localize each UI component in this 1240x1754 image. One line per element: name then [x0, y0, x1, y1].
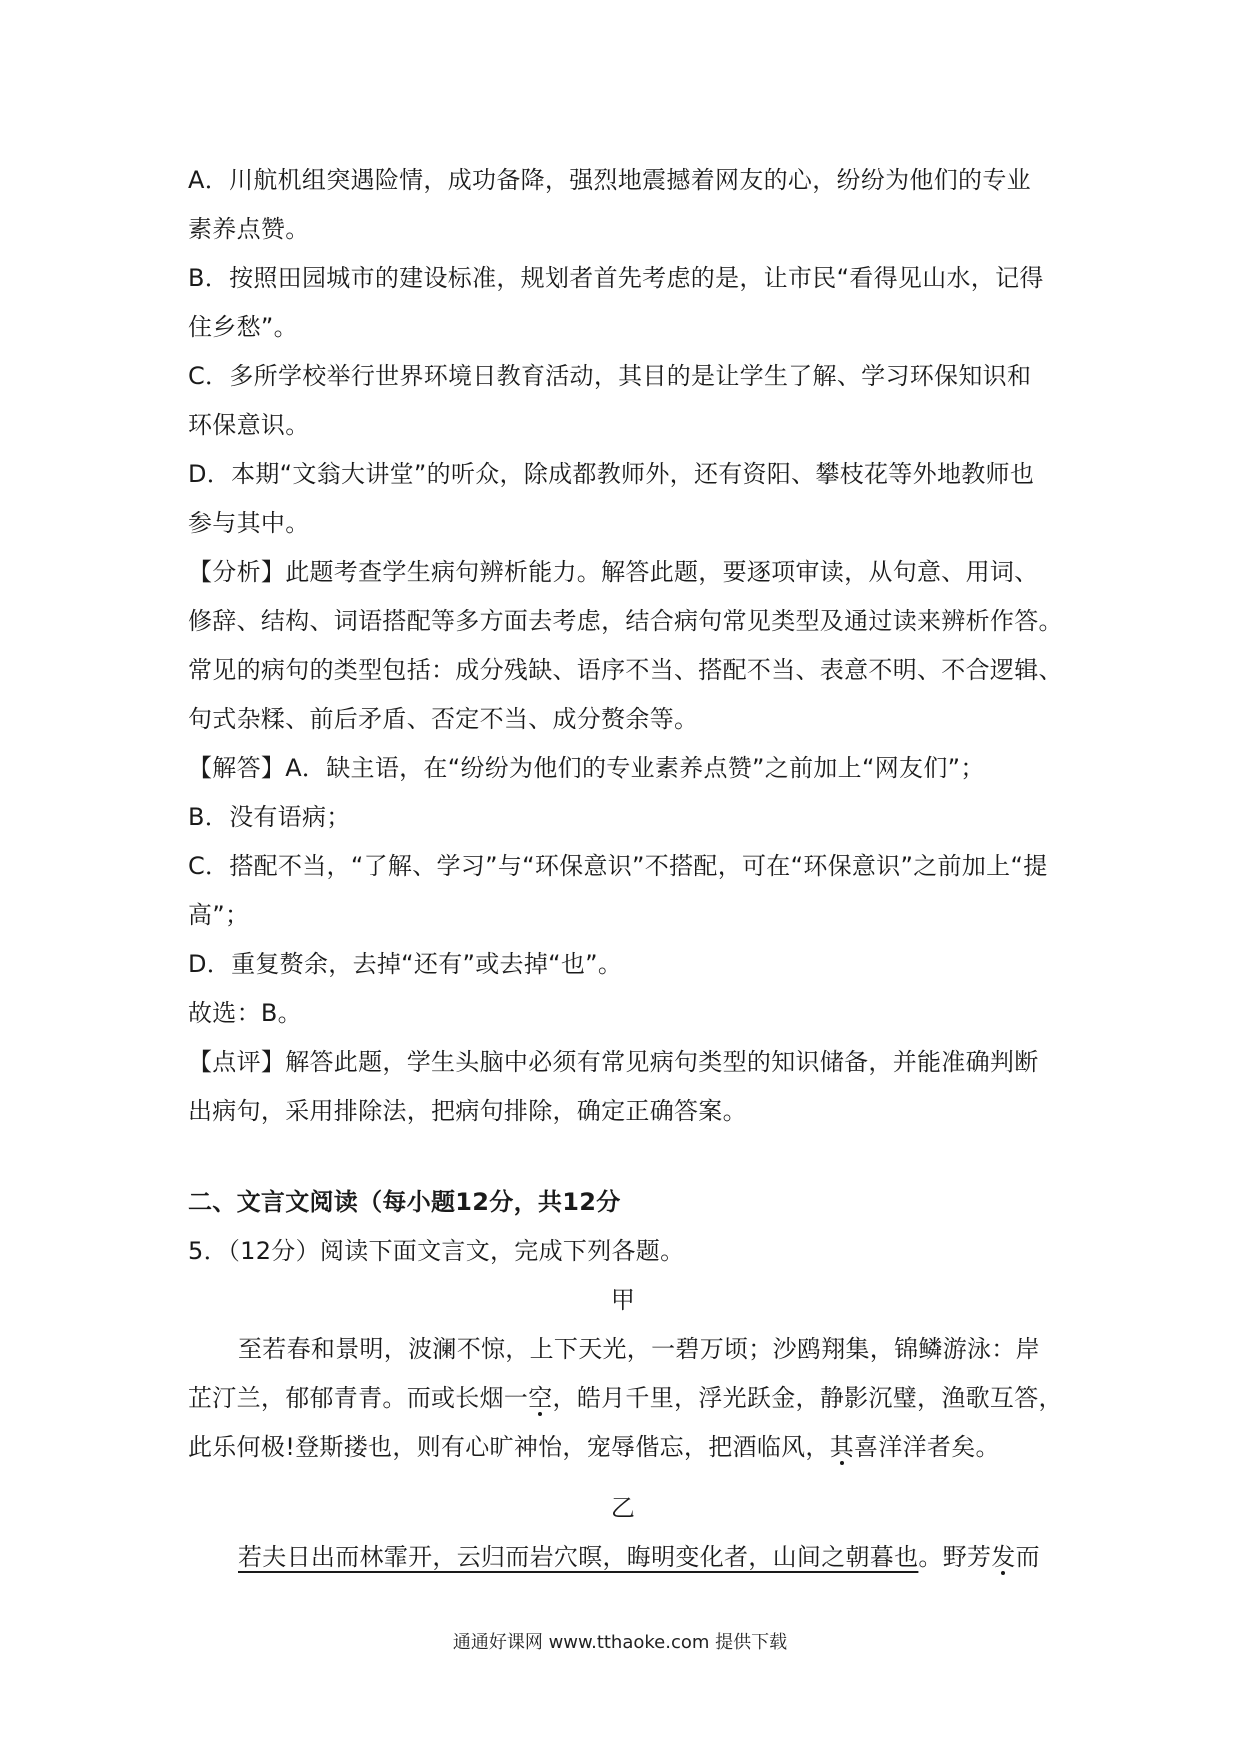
option-c-line-2: 环保意识。: [188, 411, 310, 439]
page-content: [188, 156, 1063, 1582]
comment-line-1: 【点评】解答此题，学生头脑中必须有常见病句类型的知识储备，并能准确判断: [188, 1048, 1039, 1076]
passage-yi-line-1: [188, 1533, 1058, 1582]
passage-yi-line-1-rest: 。野芳: [918, 1543, 992, 1571]
page-footer: 通通好课网 www.tthaoke.com 提供下载: [452, 1632, 788, 1653]
answer-c-line-2: 高”；: [188, 901, 250, 929]
answer-a: 【解答】A．缺主语，在“纷纷为他们的专业素养点赞”之前加上“网友们”；: [188, 754, 985, 782]
passage-yi-line-1-end: 而: [1015, 1543, 1040, 1571]
comment-line-2: 出病句，采用排除法，把病句排除，确定正确答案。: [188, 1097, 747, 1125]
underlined-sentence: 若夫日出而林霏开，云归而岩穴暝，晦明变化者，山间之朝暮也: [238, 1543, 919, 1571]
emphasis-dot-char-kong: 空: [528, 1384, 553, 1412]
option-c-line-1: C．多所学校举行世界环境日教育活动，其目的是让学生了解、学习环保知识和: [188, 362, 1032, 390]
passage-jia-line-2: [188, 1374, 1063, 1423]
option-d-line-2: 参与其中。: [188, 509, 310, 537]
section-heading: 二、文言文阅读（每小题12分，共12分: [188, 1188, 621, 1216]
section-spacer: [188, 1136, 1058, 1178]
analysis-line-2: 修辞、结构、词语搭配等多方面去考虑，结合病句常见类型及通过读来辨析作答。: [188, 607, 1063, 635]
answer-d: D．重复赘余，去掉“还有”或去掉“也”。: [188, 950, 623, 978]
passage-jia-line-3-end: 喜洋洋者矣。: [854, 1433, 1000, 1461]
passage-jia-line-3-start: 此乐何极!登斯搂也，则有心旷神怡，宠辱偕忘，把酒临风，: [188, 1433, 830, 1461]
passage-jia-title: 甲: [610, 1286, 636, 1314]
answer-choice: 故选：B。: [188, 999, 302, 1027]
option-b-line-1: B．按照田园城市的建设标准，规划者首先考虑的是，让市民“看得见山水，记得: [188, 264, 1044, 292]
option-b-line-2: 住乡愁”。: [188, 313, 298, 341]
analysis-line-1: 【分析】此题考查学生病句辨析能力。解答此题，要逐项审读，从句意、用词、: [188, 558, 1039, 586]
analysis-line-3: 常见的病句的类型包括：成分残缺、语序不当、搭配不当、表意不明、不合逻辑、: [188, 656, 1063, 684]
option-d-line-1: D．本期“文翁大讲堂”的听众，除成都教师外，还有资阳、攀枝花等外地教师也: [188, 460, 1035, 488]
passage-yi-title: 乙: [610, 1494, 636, 1522]
passage-jia-line-1: 至若春和景明，波澜不惊，上下天光，一碧万顷；沙鸥翔集，锦鳞游泳：岸: [238, 1335, 1040, 1363]
answer-b: B．没有语病；: [188, 803, 351, 831]
analysis-line-4: 句式杂糅、前后矛盾、否定不当、成分赘余等。: [188, 705, 699, 733]
option-a-line-2: 素养点赞。: [188, 215, 310, 243]
option-a-line-1: A．川航机组突遇险情，成功备降，强烈地震撼着网友的心，纷纷为他们的专业: [188, 166, 1031, 194]
emphasis-dot-char-qi: 其: [829, 1433, 855, 1461]
passage-jia-line-2-end: ，皓月千里，浮光跃金，静影沉璧，渔歌互答，: [552, 1384, 1063, 1412]
passage-jia-line-3: [188, 1423, 1058, 1472]
emphasis-dot-char-fa: 发: [991, 1543, 1016, 1571]
passage-jia-line-2-start: 芷汀兰，郁郁青青。而或长烟一: [188, 1384, 529, 1412]
question-5: 5．（12分）阅读下面文言文，完成下列各题。: [188, 1237, 685, 1265]
answer-c-line-1: C．搭配不当，“了解、学习”与“环保意识”不搭配，可在“环保意识”之前加上“提: [188, 852, 1048, 880]
